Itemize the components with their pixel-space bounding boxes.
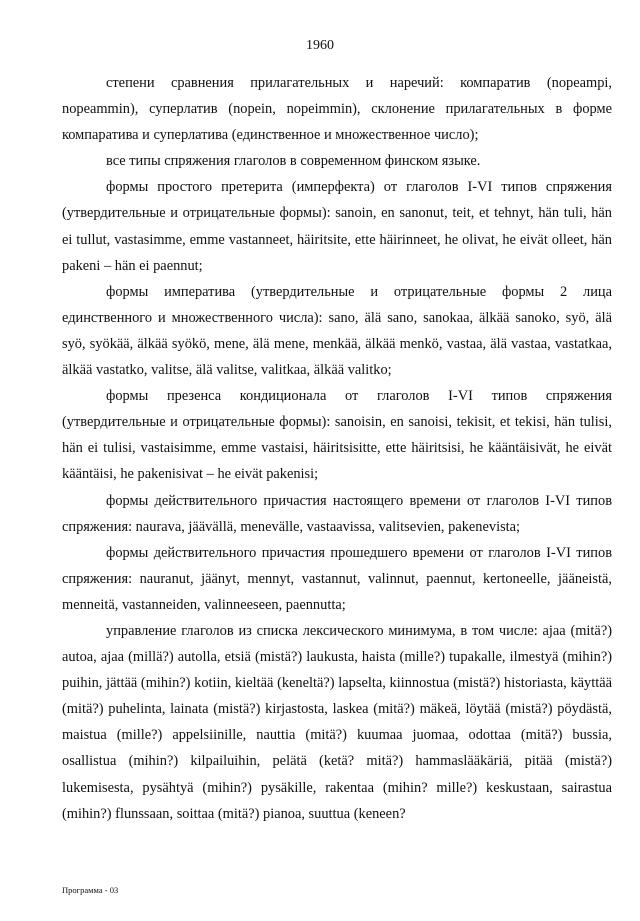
paragraph-imperative-forms: формы императива (утвердительные и отрицательные формы 2 лица единственного и множественного числа): sano, älä sano, sanokaa, älkää sanoko, syö, älä syö, syökää, älkää syökö, mene, älä mene, menkää, älkää menkö, vastaa, älä vastaa, vastatkaa, älkää vastatko, valitse, älä valitse, valitkaa, älkää valitko;: [62, 283, 612, 379]
paragraph-verb-government: управление глаголов из списка лексического минимума, в том числе: ajaa (mitä?) autoa, ajaa (millä?) autolla, etsiä (mistä?) laukusta, haista (mille?) tupakalle, ilmestyä (mihin?) puihin, jättää (mihin?) kotiin, kieltää (keneltä?) lapselta, kiinnostua (mistä?) historiasta, käyttää (mitä?) puhelinta, lainata (mistä?) kirjastosta, laskea (mitä?) mäkeä, löytää (mistä?) pöydästä, maistua (mille?) appelsiinille, nauttia (mitä?) kuumaa juomaa, odottaa (mitä?) bussia, osallistua (mihin?) kilpailuihin, pelätä (ketä? mitä?) hammaslääkäriä, pitää (mistä?) lukemisesta, pysähtyä (mihin?) pysäkille, rakentaa (mihin? mille?) keskustaan, sairastua (mihin?) flunssaan, soittaa (mitä?) pianoa, suuttua (keneen?: [62, 622, 612, 822]
paragraph-past-participle: формы действительного причастия прошедшего времени от глаголов I-VI типов спряжения: nauranut, jäänyt, mennyt, vastannut, valinnut, paennut, kertoneelle, jääneistä, menneitä, vastanneiden, valinneeseen, paennutta;: [62, 544, 612, 613]
page-number: 1960: [306, 38, 334, 53]
paragraph-conditional-forms: формы презенса кондиционала от глаголов I-VI типов спряжения (утвердительные и отрицательные формы): sanoisin, en sanoisi, tekisit, et tekisi, hän tulisi, hän ei tulisi, vastaisimme, emme vastaisi, häiritsisitte, ette häiritsisi, he kääntäisivät, he eivät kääntäisi, he pakenisivat – he eivät pakenisi;: [62, 388, 612, 483]
paragraph-comparison-degrees: степени сравнения прилагательных и наречий: компаратив (nopeampi, nopeammin), суперлатив (nopein, nopeimmin), склонение прилагательных в форме компаратива и суперлатива (единственное и множественное число);: [62, 75, 612, 144]
paragraph-present-participle: формы действительного причастия настоящего времени от глаголов I-VI типов спряжения: naurava, jäävällä, menevälle, vastaavissa, valitsevien, pakenevista;: [62, 492, 612, 535]
paragraph-past-tense-forms: формы простого претерита (имперфекта) от глаголов I-VI типов спряжения (утвердительные и отрицательные формы): sanoin, en sanonut, teit, et tehnyt, hän tuli, hän ei tullut, vastasimme, emme vastanneet, häiritsite, ette häirinneet, he olivat, he eivät olleet, hän pakeni – hän ei paennut;: [62, 179, 612, 274]
page-footer: Программа - 03: [62, 885, 119, 895]
document-body: [62, 70, 612, 827]
paragraph-conjugation-types: все типы спряжения глаголов в современном финском языке.: [106, 153, 481, 170]
